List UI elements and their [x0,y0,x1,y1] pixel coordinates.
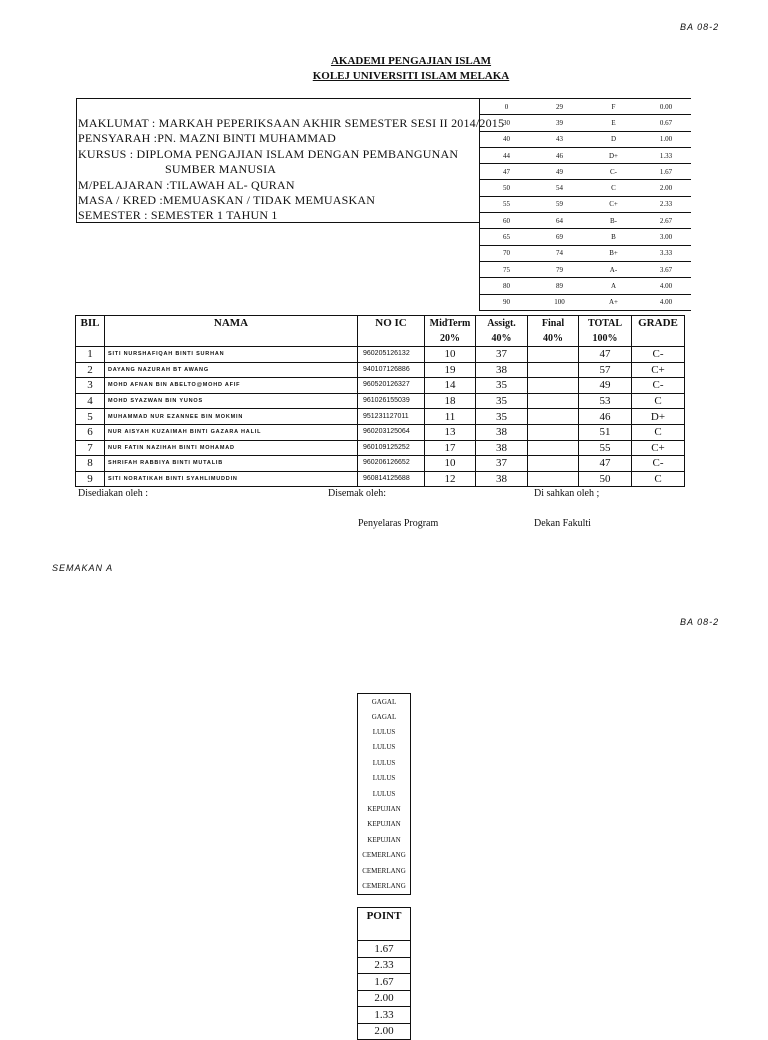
prepared-by-label: Disediakan oleh : [78,488,148,499]
grade-scale-row [480,131,692,147]
result-row [358,786,411,801]
scale-grade: A- [586,261,641,277]
scale-grade: A [586,278,641,294]
scale-grade: C+ [586,196,641,212]
result-row [358,801,411,816]
cell-noic: 961026155039 [358,393,425,409]
point-row [358,941,411,958]
grade-scale-row [480,245,692,261]
info-mpelajaran: M/PELAJARAN :TILAWAH AL- QURAN [78,178,295,192]
result-cell: CEMERLANG [362,866,406,875]
scale-max: 43 [533,131,586,147]
scale-min: 55 [480,196,534,212]
scale-min: 47 [480,164,534,180]
cell-noic: 960814125688 [358,471,425,487]
college-title: KOLEJ UNIVERSITI ISLAM MELAKA [312,70,510,82]
point-row [358,974,411,991]
scale-min: 40 [480,131,534,147]
cell-final [528,409,579,425]
cell-grade: C- [632,347,685,363]
result-row [358,832,411,847]
scale-grade: B+ [586,245,641,261]
grade-scale-row [480,99,692,115]
scale-max: 54 [533,180,586,196]
table-row [76,362,685,378]
scale-max: 29 [533,99,586,115]
cell-noic: 951231127011 [358,409,425,425]
grade-scale-row [480,278,692,294]
scale-max: 79 [533,261,586,277]
info-semester: SEMESTER : SEMESTER 1 TAHUN 1 [78,208,278,222]
scale-min: 75 [480,261,534,277]
cell-noic: 960205126132 [358,347,425,363]
cell-midterm: 12 [425,471,476,487]
cell-assigt: 35 [476,409,528,425]
cell-bil: 3 [76,378,105,394]
cell-noic: 940107126886 [358,362,425,378]
scale-min: 65 [480,229,534,245]
scale-point: 4.00 [641,278,691,294]
point-cell: 1.67 [358,974,411,991]
grade-scale-row [480,115,692,131]
scale-grade: B [586,229,641,245]
cell-bil: 1 [76,347,105,363]
scale-min: 70 [480,245,534,261]
result-cell: KEPUJIAN [367,820,401,829]
info-kursus: KURSUS : DIPLOMA PENGAJIAN ISLAM DENGAN PEMBANGUNAN [78,147,459,161]
grade-scale-row [480,213,692,229]
cell-nama: DAYANG NAZURAH BT AWANG [105,362,358,378]
grade-scale-row [480,164,692,180]
cell-noic: 960203125064 [358,424,425,440]
result-cell: LULUS [372,743,396,752]
marks-header-row [76,316,685,347]
result-cell: LULUS [372,774,396,783]
scale-max: 74 [533,245,586,261]
cell-assigt: 37 [476,456,528,472]
cell-noic: 960520126327 [358,378,425,394]
approved-by-label: Di sahkan oleh ; [534,488,600,499]
cell-assigt: 35 [476,378,528,394]
result-row [358,771,411,786]
cell-total: 47 [579,456,632,472]
scale-max: 89 [533,278,586,294]
form-code-page2: BA 08-2 [680,617,720,627]
scale-grade: A+ [586,294,641,310]
cell-midterm: 18 [425,393,476,409]
info-kursus-cont: SUMBER MANUSIA [165,162,277,176]
point-cell: 1.67 [358,941,411,958]
scale-grade: D+ [586,147,641,163]
cell-grade: C [632,471,685,487]
cell-bil: 4 [76,393,105,409]
result-row [358,848,411,863]
grade-scale-row [480,294,692,310]
semakan-label: SEMAKAN A [52,563,114,573]
cell-assigt: 38 [476,471,528,487]
table-row [76,471,685,487]
result-cell: KEPUJIAN [367,835,401,844]
cell-bil: 5 [76,409,105,425]
cell-grade: C [632,424,685,440]
scale-grade: F [586,99,641,115]
cell-bil: 7 [76,440,105,456]
cell-nama: MUHAMMAD NUR EZANNEE BIN MOKMIN [105,409,358,425]
cell-final [528,456,579,472]
grade-scale-row [480,196,692,212]
scale-grade: D [586,131,641,147]
result-row [358,863,411,878]
header-bil: BIL [76,316,105,347]
cell-final [528,471,579,487]
scale-point: 0.67 [641,115,691,131]
cell-grade: C- [632,378,685,394]
point-row [358,957,411,974]
scale-min: 44 [480,147,534,163]
result-cell: LULUS [372,728,396,737]
grade-scale-row [480,261,692,277]
table-row [76,424,685,440]
cell-assigt: 35 [476,393,528,409]
result-row [358,755,411,770]
cell-total: 53 [579,393,632,409]
point-header-row [358,908,411,941]
cell-grade: C [632,393,685,409]
result-row [358,878,411,894]
cell-noic: 960206126652 [358,456,425,472]
scale-max: 59 [533,196,586,212]
cell-grade: D+ [632,409,685,425]
info-masa-kred: MASA / KRED :MEMUASKAN / TIDAK MEMUASKAN [78,193,376,207]
result-row [358,724,411,739]
cell-assigt: 38 [476,362,528,378]
point-cell: 2.00 [358,1023,411,1040]
cell-grade: C- [632,456,685,472]
scale-point: 4.00 [641,294,691,310]
cell-nama: NUR AISYAH KUZAIMAH BINTI GAZARA HALIL [105,424,358,440]
scale-grade: E [586,115,641,131]
table-row [76,347,685,363]
cell-total: 49 [579,378,632,394]
table-row [76,393,685,409]
scale-grade: C [586,180,641,196]
dean-label: Dekan Fakulti [534,518,591,529]
cell-bil: 6 [76,424,105,440]
form-code: BA 08-2 [680,22,720,32]
grade-scale-row [480,147,692,163]
table-row [76,456,685,472]
result-cell: LULUS [372,789,396,798]
scale-point: 1.00 [641,131,691,147]
result-row [358,694,411,710]
scale-point: 2.00 [641,180,691,196]
point-cell: 1.33 [358,1007,411,1024]
point-row [358,1007,411,1024]
point-header: POINT [358,908,411,941]
cell-total: 50 [579,471,632,487]
scale-min: 30 [480,115,534,131]
grade-scale-row [480,180,692,196]
cell-nama: NUR FATIN NAZIHAH BINTI MOHAMAD [105,440,358,456]
cell-final [528,440,579,456]
cell-total: 55 [579,440,632,456]
cell-grade: C+ [632,440,685,456]
institution-title: AKADEMI PENGAJIAN ISLAM [330,55,492,67]
result-row [358,817,411,832]
scale-grade: B- [586,213,641,229]
result-cell: GAGAL [371,697,397,706]
cell-midterm: 14 [425,378,476,394]
scale-min: 0 [480,99,534,115]
cell-assigt: 38 [476,424,528,440]
checked-by-label: Disemak oleh: [328,488,387,499]
scale-max: 49 [533,164,586,180]
cell-final [528,362,579,378]
scale-point: 3.67 [641,261,691,277]
scale-max: 69 [533,229,586,245]
cell-nama: MOHD AFNAN BIN ABELTO@MOHD AFIF [105,378,358,394]
cell-total: 47 [579,347,632,363]
cell-midterm: 10 [425,347,476,363]
scale-min: 50 [480,180,534,196]
result-cell: GAGAL [371,712,397,721]
cell-nama: SITI NORATIKAH BINTI SYAHLIMUDDIN [105,471,358,487]
cell-midterm: 17 [425,440,476,456]
cell-bil: 9 [76,471,105,487]
marks-table [75,315,685,487]
scale-point: 2.33 [641,196,691,212]
table-row [76,409,685,425]
result-cell: CEMERLANG [362,851,406,860]
header-final: Final 40% [528,316,579,347]
cell-nama: MOHD SYAZWAN BIN YUNOS [105,393,358,409]
cell-assigt: 37 [476,347,528,363]
cell-final [528,393,579,409]
coordinator-label: Penyelaras Program [358,518,439,529]
result-table [357,693,411,895]
grade-scale-table [479,98,691,311]
point-cell: 2.00 [358,990,411,1007]
cell-midterm: 19 [425,362,476,378]
scale-grade: C- [586,164,641,180]
scale-min: 80 [480,278,534,294]
info-pensyarah: PENSYARAH :PN. MAZNI BINTI MUHAMMAD [78,131,337,145]
scale-point: 3.33 [641,245,691,261]
scale-point: 1.33 [641,147,691,163]
result-cell: KEPUJIAN [367,805,401,814]
point-cell: 2.33 [358,957,411,974]
header-noic: NO IC [358,316,425,347]
point-row [358,1023,411,1040]
header-total: TOTAL 100% [579,316,632,347]
result-row [358,740,411,755]
table-row [76,440,685,456]
grade-scale-row [480,229,692,245]
cell-total: 46 [579,409,632,425]
scale-point: 1.67 [641,164,691,180]
scale-max: 64 [533,213,586,229]
cell-midterm: 13 [425,424,476,440]
cell-total: 57 [579,362,632,378]
header-midterm: MidTerm 20% [425,316,476,347]
cell-final [528,347,579,363]
cell-assigt: 38 [476,440,528,456]
scale-max: 46 [533,147,586,163]
header-assigt: Assigt. 40% [476,316,528,347]
cell-final [528,378,579,394]
cell-final [528,424,579,440]
scale-max: 100 [533,294,586,310]
cell-bil: 2 [76,362,105,378]
info-maklumat: MAKLUMAT : MARKAH PEPERIKSAAN AKHIR SEMESTER SESI II 2014/2015 [78,116,505,130]
result-cell: CEMERLANG [362,881,406,890]
cell-nama: SITI NURSHAFIQAH BINTI SURHAN [105,347,358,363]
cell-total: 51 [579,424,632,440]
scale-point: 0.00 [641,99,691,115]
scale-min: 60 [480,213,534,229]
header-grade: GRADE [632,316,685,347]
cell-noic: 960109125252 [358,440,425,456]
table-row [76,378,685,394]
point-row [358,990,411,1007]
cell-grade: C+ [632,362,685,378]
header-nama: NAMA [105,316,358,347]
cell-bil: 8 [76,456,105,472]
scale-point: 2.67 [641,213,691,229]
scale-min: 90 [480,294,534,310]
scale-max: 39 [533,115,586,131]
cell-midterm: 10 [425,456,476,472]
scale-point: 3.00 [641,229,691,245]
cell-midterm: 11 [425,409,476,425]
result-cell: LULUS [372,758,396,767]
cell-nama: SHRIFAH RABBIYA BINTI MUTALIB [105,456,358,472]
point-table [357,907,411,1040]
result-row [358,709,411,724]
